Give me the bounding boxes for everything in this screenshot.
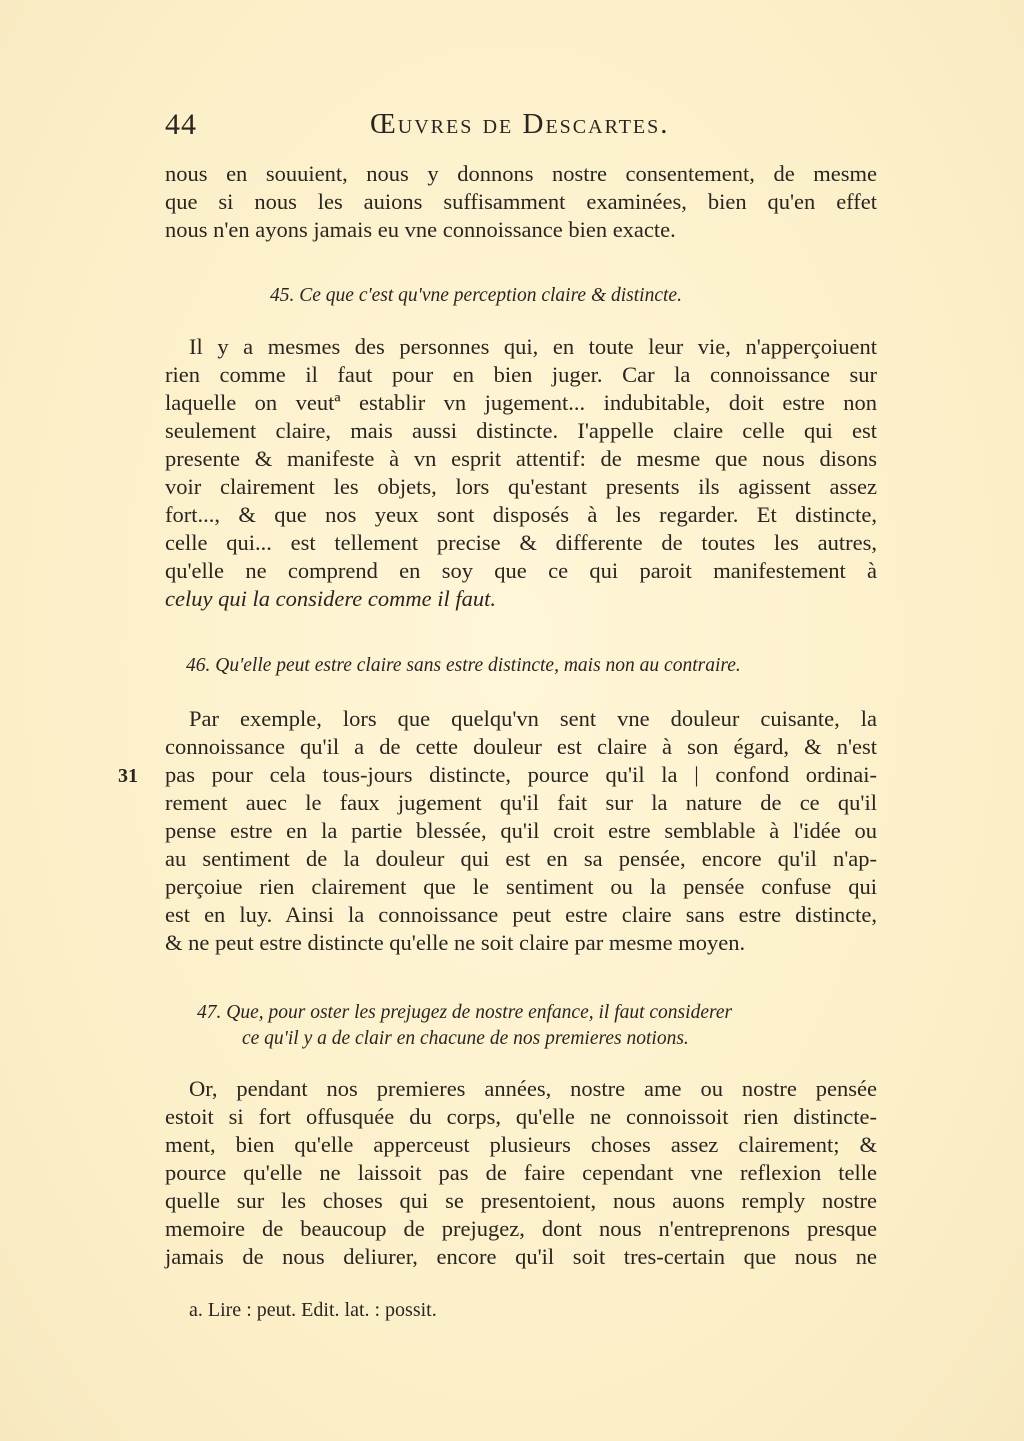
text-line: ment, bien qu'elle apperceust plusieurs choses assez clairement; & <box>165 1132 877 1157</box>
text-line: fort..., & que nos yeux sont disposés à les regarder. Et distincte, <box>165 502 877 527</box>
text-line: perçoiue rien clairement que le sentiment ou la pensée confuse qui <box>165 874 877 899</box>
text-line: celuy qui la considere comme il faut. <box>165 586 496 611</box>
text-line: jamais de nous deliurer, encore qu'il soit tres-certain que nous ne <box>165 1244 877 1269</box>
text-line: celle qui... est tellement precise & differente de toutes les autres, <box>165 530 877 555</box>
text-line: nous n'en ayons jamais eu vne connoissance bien exacte. <box>165 217 676 242</box>
section-heading-45: 45. Ce que c'est qu'vne perception claire & distincte. <box>270 285 682 306</box>
text-line: rien comme il faut pour en bien juger. Car la connoissance sur <box>165 362 877 387</box>
text-line: Il y a mesmes des personnes qui, en toute leur vie, n'apperçoiuent <box>189 334 877 359</box>
section-heading-47-line1: 47. Que, pour oster les prejugez de nostre enfance, il faut considerer <box>197 1002 733 1023</box>
text-line: que si nous les auions suffisamment examinées, bien qu'en effet <box>165 189 877 214</box>
text-line: seulement claire, mais aussi distincte. I'appelle claire celle qui est <box>165 418 877 443</box>
text-line: pas pour cela tous-jours distincte, pource qu'il la | confond ordinai- <box>165 762 877 787</box>
text-line: estoit si fort offusquée du corps, qu'elle ne connoissoit rien distincte- <box>165 1104 877 1129</box>
text-line: memoire de beaucoup de prejugez, dont nous n'entreprenons presque <box>165 1216 877 1241</box>
text-line: Par exemple, lors que quelqu'vn sent vne douleur cuisante, la <box>189 706 877 731</box>
text-line: nous en souuient, nous y donnons nostre consentement, de mesme <box>165 161 877 186</box>
section-heading-47-line2: ce qu'il y a de clair en chacune de nos premieres notions. <box>242 1028 689 1049</box>
text-line: pense estre en la partie blessée, qu'il croit estre semblable à l'idée ou <box>165 818 877 843</box>
text-line: est en luy. Ainsi la connoissance peut estre claire sans estre distincte, <box>165 902 877 927</box>
text-line: laquelle on veutª establir vn jugement... indubitable, doit estre non <box>165 390 877 415</box>
text-line: quelle sur les choses qui se presentoient, nous auons remply nostre <box>165 1188 877 1213</box>
text-line: presente & manifeste à vn esprit attentif: de mesme que nous disons <box>165 446 877 471</box>
page-header <box>165 108 885 148</box>
text-line: rement auec le faux jugement qu'il fait sur la nature de ce qu'il <box>165 790 877 815</box>
running-title: Œuvres de Descartes. <box>370 108 670 140</box>
text-line: & ne peut estre distincte qu'elle ne soit claire par mesme moyen. <box>165 930 746 955</box>
text-line: qu'elle ne comprend en soy que ce qui paroit manifestement à <box>165 558 877 583</box>
text-line: au sentiment de la douleur qui est en sa pensée, encore qu'il n'ap- <box>165 846 877 871</box>
text-line: pource qu'elle ne laissoit pas de faire cependant vne reflexion telle <box>165 1160 877 1185</box>
text-line: voir clairement les objets, lors qu'estant presents ils agissent assez <box>165 474 877 499</box>
footnote: a. Lire : peut. Edit. lat. : possit. <box>189 1299 437 1321</box>
text-line: Or, pendant nos premieres années, nostre ame ou nostre pensée <box>189 1076 877 1101</box>
margin-page-number: 31 <box>118 765 138 787</box>
text-line: connoissance qu'il a de cette douleur est claire à son égard, & n'est <box>165 734 877 759</box>
page-number: 44 <box>165 108 197 141</box>
section-heading-46: 46. Qu'elle peut estre claire sans estre distincte, mais non au contraire. <box>186 655 741 676</box>
